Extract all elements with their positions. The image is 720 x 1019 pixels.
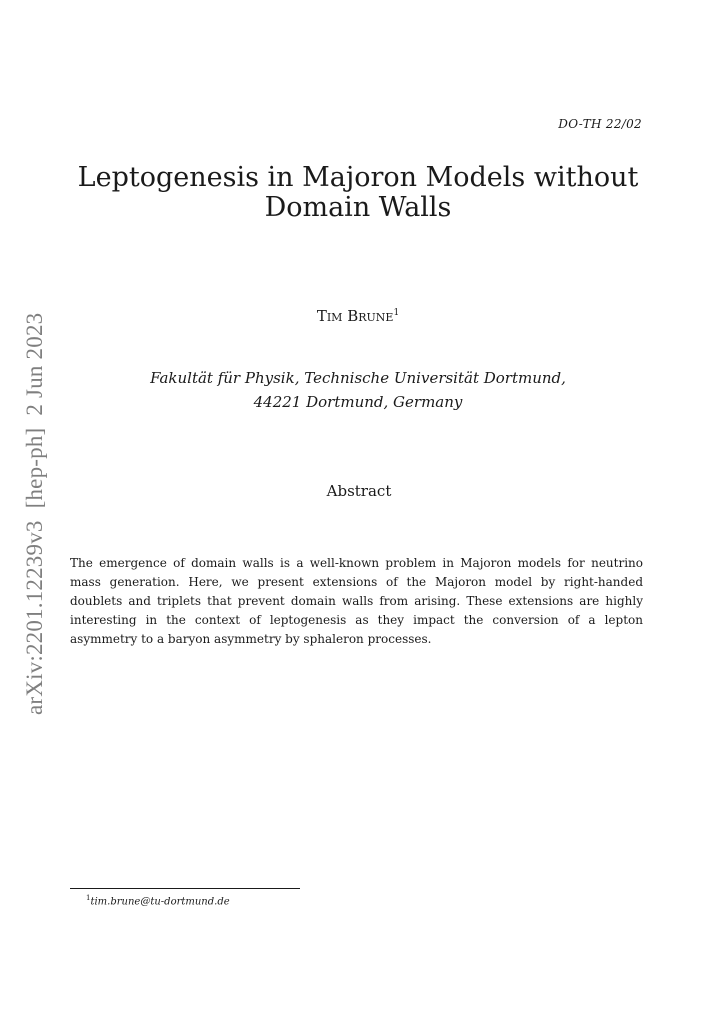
author-footnote-mark: 1 — [393, 308, 400, 318]
arxiv-date: 2 Jun 2023 — [22, 312, 47, 416]
affiliation — [0, 366, 716, 414]
footnote-email: tim.brune@tu-dortmund.de — [90, 896, 230, 908]
title-line-2: Domain Walls — [264, 192, 452, 223]
abstract-heading: Abstract — [326, 482, 392, 500]
affiliation-line-2: 44221 Dortmund, Germany — [253, 393, 463, 411]
report-number: DO-TH 22/02 — [558, 117, 642, 131]
arxiv-stamp — [22, 301, 48, 715]
footnote-mark: 1 — [86, 894, 91, 902]
affiliation-line-1: Fakultät für Physik, Technische Universität Dortmund, — [150, 369, 566, 387]
title-line-1: Leptogenesis in Majoron Models without — [77, 162, 639, 193]
arxiv-id: arXiv:2201.12239v3 — [22, 520, 47, 715]
paper-title — [0, 163, 716, 223]
footnote-rule — [70, 888, 300, 889]
author — [0, 307, 716, 325]
abstract-text: The emergence of domain walls is a well-known problem in Majoron models for neutrino mass generation. Here, we present extensions of the Majoron model by right-handed doublets and triplets that prevent domain walls from arising. These extensions are highly interesting in the context of leptogenesis as they impact the conversion of a lepton asymmetry to a baryon asymmetry by sphaleron processes. — [70, 556, 643, 646]
author-name: Tim Brune — [316, 307, 394, 325]
footnote — [86, 894, 230, 907]
arxiv-category: [hep-ph] — [22, 427, 47, 509]
